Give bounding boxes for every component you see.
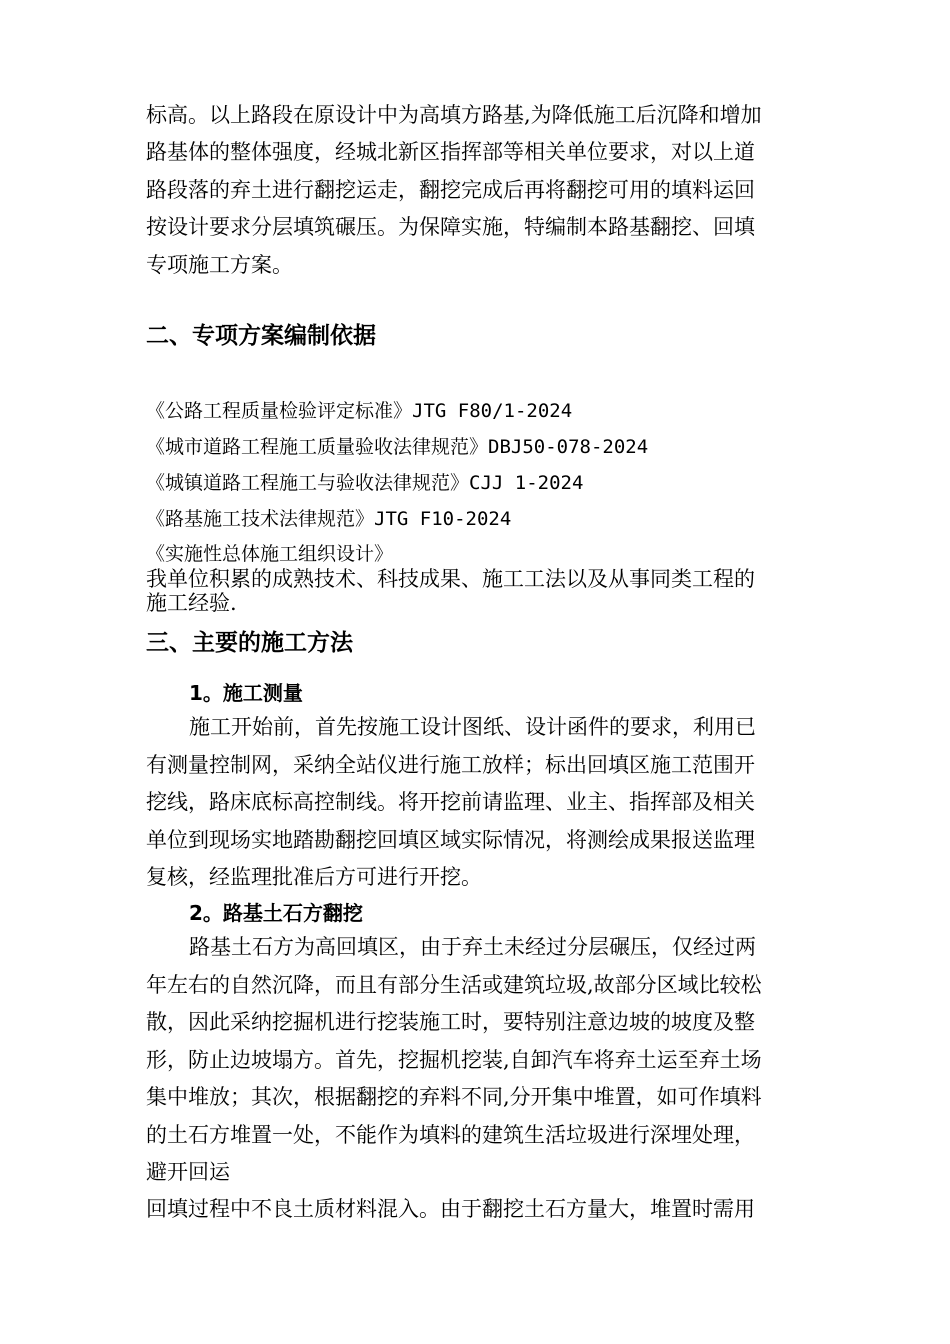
survey-line-5: 复核，经监理批准后方可进行开挖。 <box>146 865 482 889</box>
survey-line-4: 单位到现场实地踏勘翻挖回填区域实际情况，将测绘成果报送监理 <box>146 828 755 852</box>
experience-line-2: 施工经验. <box>146 591 237 615</box>
intro-line-4: 按设计要求分层填筑碾压。为保障实施，特编制本路基翻挖、回填 <box>146 215 755 239</box>
reference-item-1: 《公路工程质量检验评定标准》JTG F80/1-2024 <box>146 400 573 422</box>
experience-line-1: 我单位积累的成熟技术、科技成果、施工工法以及从事同类工程的 <box>146 567 755 591</box>
section2-title: 二、专项方案编制依据 <box>146 323 376 349</box>
excavation-line-3: 散，因此采纳挖掘机进行挖装施工时，要特别注意边坡的坡度及整 <box>146 1010 755 1034</box>
reference-item-3: 《城镇道路工程施工与验收法律规范》CJJ 1-2024 <box>146 472 584 494</box>
intro-line-2: 路基体的整体强度，经城北新区指挥部等相关单位要求，对以上道 <box>146 140 755 164</box>
reference-item-4: 《路基施工技术法律规范》JTG F10-2024 <box>146 508 512 530</box>
section3-title: 三、主要的施工方法 <box>146 630 353 656</box>
survey-line-2: 有测量控制网，采纳全站仪进行施工放样；标出回填区施工范围开 <box>146 753 755 777</box>
intro-line-3: 路段落的弃土进行翻挖运走，翻挖完成后再将翻挖可用的填料运回 <box>146 178 755 202</box>
intro-line-5: 专项施工方案。 <box>146 253 293 277</box>
excavation-line-2: 年左右的自然沉降，而且有部分生活或建筑垃圾,故部分区域比较松 <box>146 973 762 997</box>
excavation-line-1: 路基土石方为高回填区，由于弃土未经过分层碾压，仅经过两 <box>189 935 756 959</box>
subsection-survey-title: 1。施工测量 <box>189 681 303 705</box>
excavation-line-8: 回填过程中不良土质材料混入。由于翻挖土石方量大，堆置时需用 <box>146 1197 755 1221</box>
survey-line-1: 施工开始前，首先按施工设计图纸、设计函件的要求，利用已 <box>189 715 756 739</box>
reference-item-5: 《实施性总体施工组织设计》 <box>146 543 394 565</box>
excavation-line-6: 的土石方堆置一处，不能作为填料的建筑生活垃圾进行深埋处理， <box>146 1123 755 1147</box>
excavation-line-7: 避开回运 <box>146 1160 230 1184</box>
excavation-line-5: 集中堆放；其次，根据翻挖的弃料不同,分开集中堆置，如可作填料 <box>146 1085 762 1109</box>
excavation-line-4: 形，防止边坡塌方。首先，挖掘机挖装,自卸汽车将弃土运至弃土场 <box>146 1048 762 1072</box>
intro-line-1: 标高。以上路段在原设计中为高填方路基,为降低施工后沉降和增加 <box>146 103 762 127</box>
survey-line-3: 挖线，路床底标高控制线。将开挖前请监理、业主、指挥部及相关 <box>146 790 755 814</box>
subsection-excavation-title: 2。路基土石方翻挖 <box>189 901 363 925</box>
reference-item-2: 《城市道路工程施工质量验收法律规范》DBJ50-078-2024 <box>146 436 649 458</box>
